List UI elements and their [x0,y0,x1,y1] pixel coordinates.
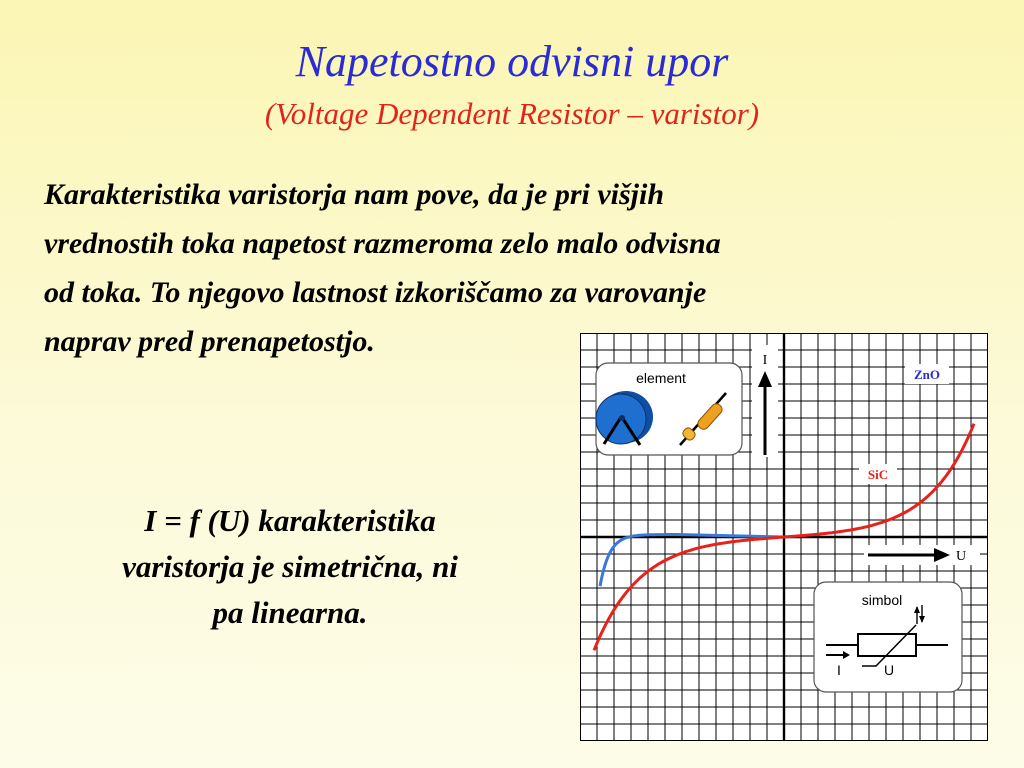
formula-line: I = f (U) karakteristika [144,503,436,538]
paragraph-line: naprav pred prenapetostjo. [44,325,375,358]
sic-label: SiC [867,467,889,482]
formula-text [60,498,520,636]
symbol-current-label: I [837,662,841,678]
zno-label: ZnO [913,367,941,382]
paragraph-line: vrednostih toka napetost razmeroma zelo malo odvisna [44,227,721,260]
slide-subtitle: (Voltage Dependent Resistor – varistor) [264,96,760,131]
varistor-iu-graph [580,333,988,741]
slide-title: Napetostno odvisni upor [295,37,729,86]
formula-line: pa linearna. [212,595,368,630]
formula-line: varistorja je simetrična, ni [122,549,458,584]
symbol-box-label: simbol [861,592,903,608]
paragraph-line: Karakteristika varistorja nam pove, da je pri višjih [44,178,665,211]
symbol-voltage-label: U [883,662,895,678]
voltage-axis-label: U [955,549,967,564]
current-axis-label: I [762,353,768,368]
element-box-label: element [636,370,686,386]
paragraph-line: od toka. To njegovo lastnost izkoriščamo za varovanje [44,276,707,309]
